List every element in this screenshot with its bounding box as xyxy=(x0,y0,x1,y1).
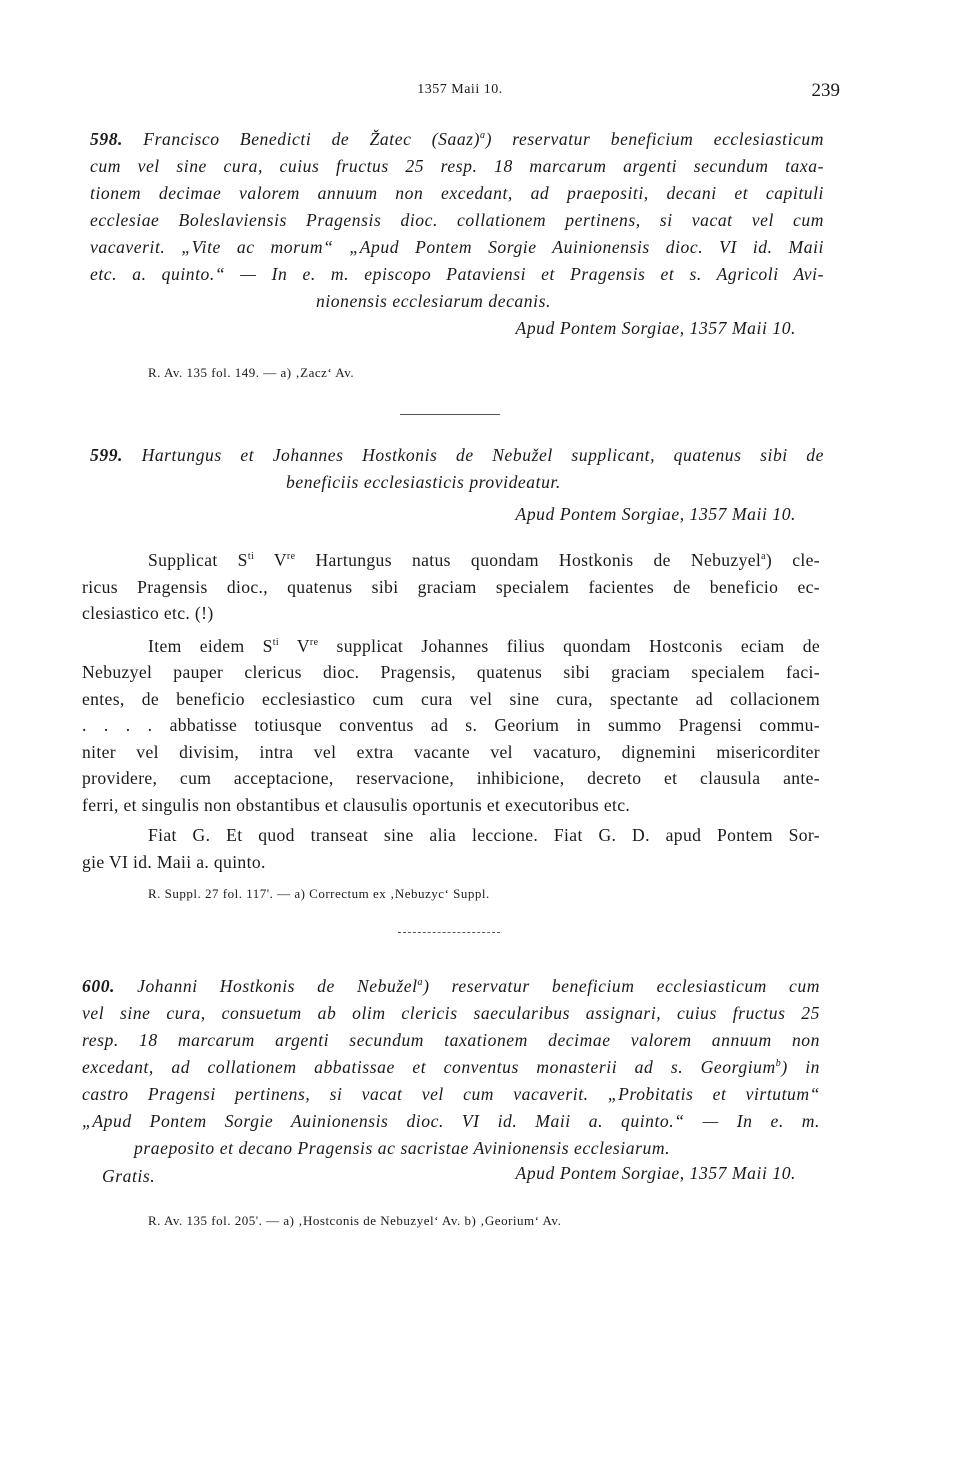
supplication-line: ricus Pragensis dioc., quatenus sibi graciam specialem facientes de beneficio ec- xyxy=(82,576,820,597)
text-span: Item eidem S xyxy=(148,635,273,656)
text-span: excedant, ad collationem abbatissae et conventus monasterii ad s. Georgium xyxy=(82,1057,776,1077)
entry-600-line: „Apud Pontem Sorgie Auinionensis dioc. VI id. Maii a. quinto.“ — In e. m. xyxy=(82,1111,820,1131)
entry-600-footnote: R. Av. 135 fol. 205'. — a) ‚Hostconis de Nebuzyel‘ Av. b) ‚Georium‘ Av. xyxy=(148,1213,562,1228)
supplication-para-1 xyxy=(82,547,820,574)
footnote-marker: a xyxy=(761,551,766,563)
footnote-marker: b xyxy=(775,1058,782,1070)
supplication-text xyxy=(82,547,820,875)
supplication-para-3: Fiat G. Et quod transeat sine alia leccione. Fiat G. D. apud Pontem Sor- xyxy=(148,825,820,845)
entry-598-line: nionensis ecclesiarum decanis. xyxy=(316,291,551,311)
supplication-line: entes, de beneficio ecclesiastico cum cura vel sine cura, spectante ad collacionem xyxy=(82,688,820,709)
entry-number: 600. xyxy=(82,976,115,996)
supplication-line: Nebuzyel pauper clericus dioc. Pragensis, quatenus sibi graciam specialem faci- xyxy=(82,662,820,682)
entry-598-line: etc. a. quinto.“ — In e. m. episcopo Pataviensi et Pragensis et s. Agricoli Avi- xyxy=(90,264,824,284)
entry-598-footnote: R. Av. 135 fol. 149. — a) ‚Zacz‘ Av. xyxy=(148,365,355,380)
entry-600 xyxy=(82,973,820,1162)
entry-600-line: praeposito et decano Pragensis ac sacristae Avinionensis ecclesiarum. xyxy=(134,1138,671,1158)
running-title: 1357 Maii 10. xyxy=(417,82,503,97)
page-number: 239 xyxy=(811,80,840,101)
supplication-line: providere, cum acceptacione, reservacione, inhibicione, decreto et clausula ante- xyxy=(82,768,820,788)
text-span: ) in xyxy=(781,1057,820,1077)
entry-600-line: vel sine cura, consuetum ab olim clericis saecularibus assignari, cuius fructus 25 xyxy=(82,1003,820,1023)
entry-598-line: vacaverit. „Vite ac morum“ „Apud Pontem Sorgie Auinionensis dioc. VI id. Maii xyxy=(90,237,824,257)
page-header xyxy=(80,80,840,110)
text-span: ) cle- xyxy=(765,550,820,570)
text-span: ) reservatur beneficium ecclesiasticum xyxy=(485,129,825,149)
entry-598-date: Apud Pontem Sorgiae, 1357 Maii 10. xyxy=(515,318,796,338)
text-span: Hartungus et Johannes Hostkonis de Nebužel supplicant, quatenus sibi de xyxy=(141,445,824,465)
entry-599-date: Apud Pontem Sorgiae, 1357 Maii 10. xyxy=(515,504,796,524)
superscript: ti xyxy=(247,551,255,563)
text-span: Hartungus natus quondam Hostkonis de Nebuzyel xyxy=(295,550,762,570)
entry-600-line xyxy=(82,1054,820,1081)
gratis-label: Gratis. xyxy=(102,1166,156,1186)
supplication-line: . . . . abbatisse totiusque conventus ad s. Georium in summo Pragensi commu- xyxy=(82,715,820,735)
entry-599-footnote: R. Suppl. 27 fol. 117'. — a) Correctum ex ‚Nebuzyc‘ Suppl. xyxy=(148,886,490,901)
footnote-marker: a xyxy=(417,977,424,989)
entry-598-line: cum vel sine cura, cuius fructus 25 resp. 18 marcarum argenti secundum taxa- xyxy=(90,156,824,176)
superscript: re xyxy=(309,636,319,648)
entry-598-line: ecclesiae Boleslaviensis Pragensis dioc. collationem pertinens, si vacat vel cum xyxy=(90,210,824,230)
entry-599-line xyxy=(90,442,824,469)
entry-600-date: Apud Pontem Sorgiae, 1357 Maii 10. xyxy=(515,1163,796,1183)
supplication-line: ferri, et singulis non obstantibus et clausulis oportunis et executoribus etc. xyxy=(82,794,631,815)
section-divider xyxy=(400,414,500,415)
supplication-line: niter vel divisim, intra vel extra vacante vel vacaturo, dignemini misericorditer xyxy=(82,741,820,762)
supplication-para-2 xyxy=(82,633,820,660)
supplication-line: gie VI id. Maii a. quinto. xyxy=(82,851,266,872)
text-span: Francisco Benedicti de Žatec (Saaz) xyxy=(123,129,480,149)
entry-number: 599. xyxy=(90,445,123,465)
entry-598-line: tionem decimae valorem annuum non excedant, ad praepositi, decani et capituli xyxy=(90,183,824,203)
entry-599-line: beneficiis ecclesiasticis provideatur. xyxy=(286,472,561,492)
entry-598 xyxy=(90,126,824,315)
text-span: V xyxy=(279,635,310,656)
supplication-line: clesiastico etc. (!) xyxy=(82,603,214,623)
text-span: Supplicat S xyxy=(148,550,248,570)
text-span: Johanni Hostkonis de Nebužel xyxy=(115,976,418,996)
text-span: V xyxy=(254,550,287,570)
superscript: re xyxy=(286,551,296,563)
text-span: ) reservatur beneficium ecclesiasticum cum xyxy=(423,976,820,996)
entry-599 xyxy=(90,442,824,496)
footnote-marker: a xyxy=(480,130,486,142)
entry-600-line: resp. 18 marcarum argenti secundum taxationem decimae valorem annuum non xyxy=(82,1030,820,1050)
text-span: supplicat Johannes filius quondam Hostconis eciam de xyxy=(318,635,820,656)
superscript: ti xyxy=(272,636,280,648)
entry-600-line xyxy=(82,973,820,1000)
entry-600-line: castro Pragensi pertinens, si vacat vel cum vacaverit. „Probitatis et virtutum“ xyxy=(82,1084,820,1104)
section-divider xyxy=(398,932,500,933)
entry-598-line xyxy=(90,126,824,153)
entry-number: 598. xyxy=(90,129,123,149)
